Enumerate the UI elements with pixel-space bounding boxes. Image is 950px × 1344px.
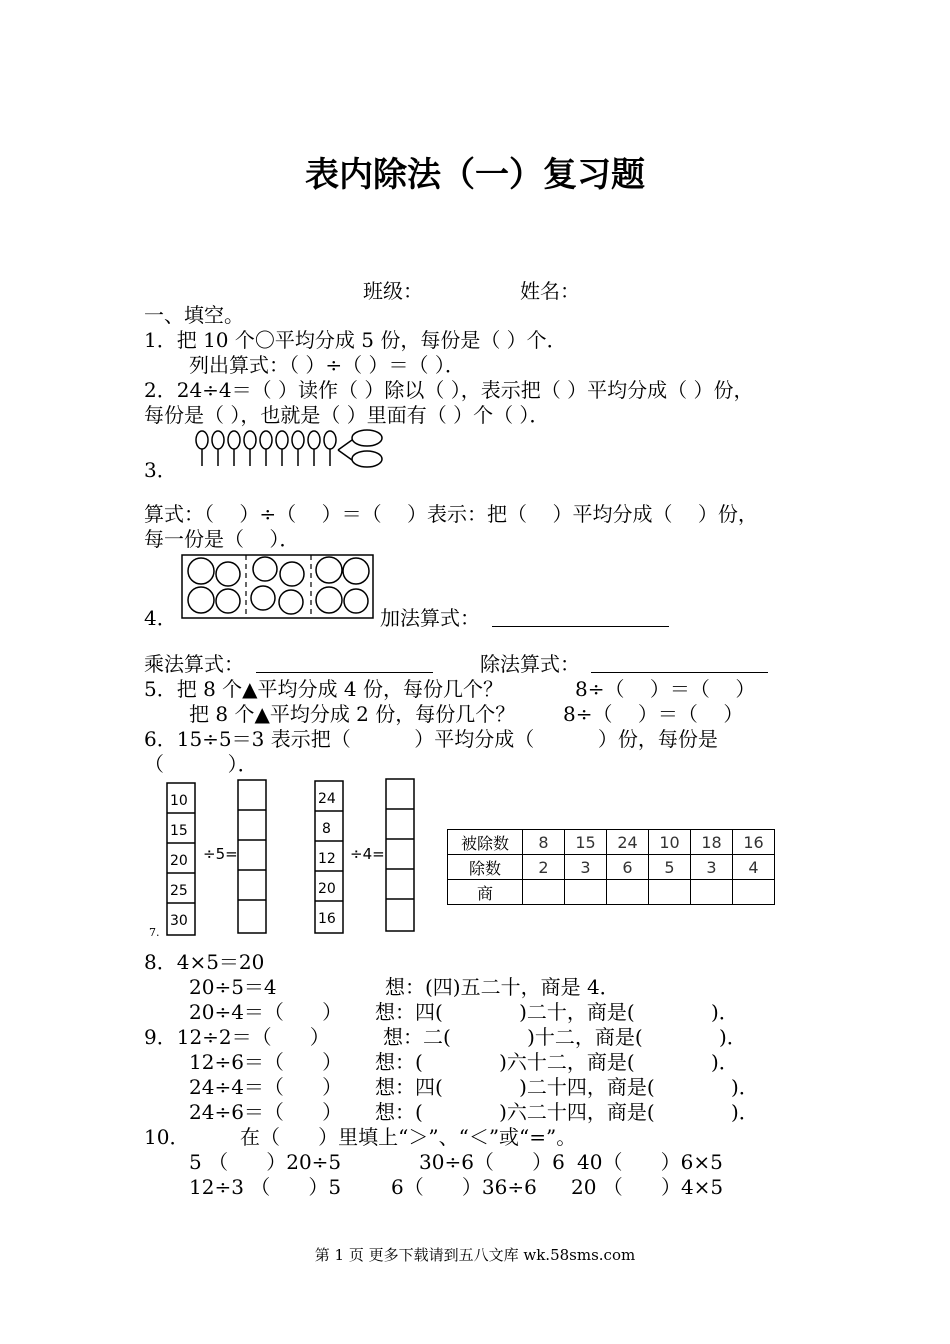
q10-item: 6（ ）36÷6 (391, 1175, 537, 1199)
table-cell: 4 (733, 855, 775, 880)
table-cell: 2 (523, 855, 565, 880)
q9-eq-4: 24÷6＝（ ） (189, 1100, 343, 1124)
q4-multiplication-blank[interactable] (256, 672, 433, 673)
q9-think-4: 想：( )六二十四，商是( )． (375, 1100, 759, 1124)
q4-division-label: 除法算式： (480, 652, 580, 676)
row-label-dividend: 被除数 (448, 830, 523, 855)
q9-think-1: 想：二( )十二，商是( )． (383, 1025, 747, 1049)
table-cell: 15 (565, 830, 607, 855)
q10-item: 5 （ ）20÷5 (189, 1150, 342, 1174)
row-label-divisor: 除数 (448, 855, 523, 880)
class-label: 班级： (363, 279, 423, 303)
q7-col1-cell: 25 (170, 883, 188, 899)
name-label: 姓名： (520, 279, 580, 303)
answer-cell[interactable] (733, 880, 775, 905)
q7-division-table (447, 829, 775, 905)
q7-col1-cell: 20 (170, 853, 188, 869)
q7-col2-cell: 8 (322, 821, 331, 837)
q5-line-1: 5．把 8 个▲平均分成 4 份，每份几个？ (144, 677, 503, 701)
q6-line-1: 6．15÷5＝3 表示把（ ）平均分成（ ）份，每份是 (144, 727, 718, 751)
table-cell: 18 (691, 830, 733, 855)
q9-eq-1: 9．12÷2＝（ ） (144, 1025, 330, 1049)
q10-instruction: 在（ ）里填上“＞”、“＜”或“=”。 (240, 1125, 577, 1149)
q8-think-2: 想：(四)五二十，商是 4． (385, 975, 620, 999)
q5-line-2: 把 8 个▲平均分成 2 份，每份几个？ (189, 702, 516, 726)
q4-figure (181, 554, 375, 620)
q7-col2-cell: 12 (318, 851, 336, 867)
q7-col1-cell: 30 (170, 913, 188, 929)
q9-think-3: 想：四( )二十四，商是( )． (375, 1075, 759, 1099)
q8-eq-2: 20÷5＝4 (189, 975, 277, 999)
q5-equation-2: 8÷（ ）＝（ ） (563, 702, 744, 726)
table-row (448, 880, 775, 905)
q7-operator-1: ÷5= (203, 845, 238, 863)
q4-multiplication-label: 乘法算式： (144, 652, 244, 676)
q7-col1-cell: 15 (170, 823, 188, 839)
answer-cell[interactable] (649, 880, 691, 905)
table-cell: 3 (565, 855, 607, 880)
table-cell: 10 (649, 830, 691, 855)
q8-line-1: 8．4×5＝20 (144, 950, 265, 974)
q10-item: 40（ ）6×5 (577, 1150, 723, 1174)
table-row (448, 855, 775, 880)
q7-operator-2: ÷4= (350, 845, 385, 863)
q9-think-2: 想：( )六十二，商是( )． (375, 1050, 739, 1074)
q7-col1-cell: 10 (170, 793, 188, 809)
row-label-quotient: 商 (448, 880, 523, 905)
q7-col2-cell: 20 (318, 881, 336, 897)
q1-line-2: 列出算式：（ ）÷（ ）＝（ ）． (189, 353, 465, 377)
table-cell: 24 (607, 830, 649, 855)
q4-division-blank[interactable] (591, 672, 768, 673)
page-title: 表内除法（一）复习题 (305, 155, 645, 195)
q6-line-2: （ ）． (144, 752, 258, 776)
table-cell: 5 (649, 855, 691, 880)
q10-number: 10． (144, 1125, 190, 1149)
q7-col2-cell: 24 (318, 791, 336, 807)
answer-cell[interactable] (607, 880, 649, 905)
q8-eq-3: 20÷4＝（ ） (189, 1000, 343, 1024)
table-cell: 16 (733, 830, 775, 855)
q1-line-1: 1．把 10 个〇平均分成 5 份，每份是（ ）个． (144, 328, 567, 352)
answer-cell[interactable] (523, 880, 565, 905)
q3-number: 3． (144, 458, 177, 482)
q3-line-2: 每一份是（ ）． (144, 527, 300, 551)
section-heading: 一、填空。 (144, 303, 244, 327)
q2-line-2: 每份是（ ），也就是（ ）里面有（ ）个（ ）． (144, 403, 550, 427)
q5-equation-1: 8÷（ ）＝（ ） (575, 677, 756, 701)
q3-line-1: 算式：（ ）÷（ ）＝（ ）表示：把（ ）平均分成（ ）份， (144, 502, 758, 526)
table-row (448, 830, 775, 855)
table-cell: 8 (523, 830, 565, 855)
q4-number: 4． (144, 606, 177, 630)
q3-figure (190, 426, 390, 471)
q10-item: 12÷3 （ ）5 (189, 1175, 342, 1199)
table-cell: 6 (607, 855, 649, 880)
q4-addition-blank[interactable] (492, 626, 669, 627)
q10-item: 30÷6（ ）6 (419, 1150, 565, 1174)
answer-cell[interactable] (691, 880, 733, 905)
q9-eq-3: 24÷4＝（ ） (189, 1075, 343, 1099)
q10-item: 20 （ ）4×5 (571, 1175, 724, 1199)
q9-eq-2: 12÷6＝（ ） (189, 1050, 343, 1074)
q8-think-3: 想：四( )二十，商是( )． (375, 1000, 739, 1024)
q4-addition-label: 加法算式： (380, 606, 480, 630)
q2-line-1: 2．24÷4＝（ ）读作（ ）除以（ ），表示把（ ）平均分成（ ）份， (144, 378, 754, 402)
page-footer: 第 1 页 更多下载请到五八文库 wk.58sms.com (314, 1246, 636, 1264)
answer-cell[interactable] (565, 880, 607, 905)
q7-number: 7. (149, 926, 160, 939)
q7-col2-cell: 16 (318, 911, 336, 927)
table-cell: 3 (691, 855, 733, 880)
